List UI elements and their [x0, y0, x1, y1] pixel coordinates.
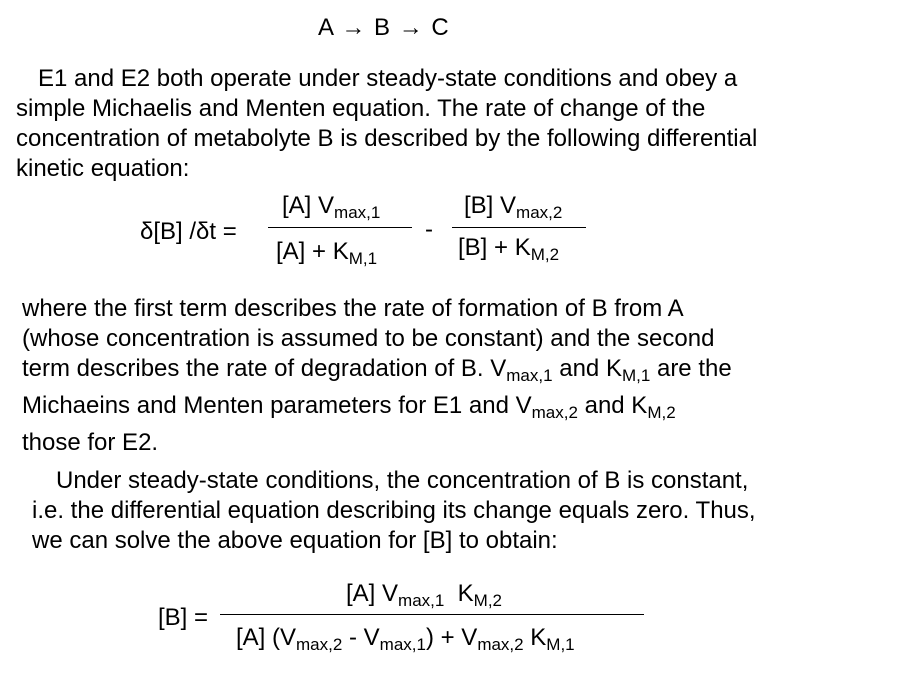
subscript: max,1	[398, 591, 445, 610]
equation-denominator	[236, 624, 575, 655]
numerator-text: [A] V	[346, 580, 399, 607]
subscript: max,2	[296, 635, 343, 654]
text-line: Under steady-state conditions, the concentration of B is constant,	[56, 467, 749, 494]
text-fragment: and K	[552, 355, 622, 382]
minus-sign: -	[425, 216, 433, 243]
subscript: M,2	[473, 591, 503, 610]
denominator-text: [A] (V	[236, 624, 297, 651]
text-line: we can solve the above equation for [B] to obtain:	[32, 527, 558, 554]
numerator-text: K	[444, 580, 474, 607]
text-line: concentration of metabolyte B is described by the following differential	[16, 125, 758, 152]
equation-denominator	[276, 238, 377, 269]
reaction-species-b: B	[374, 14, 391, 41]
text-fragment: and K	[577, 392, 648, 419]
equation-denominator	[458, 234, 559, 265]
reaction-arrow-icon: →	[341, 14, 366, 41]
text-line: where the first term describes the rate of formation of B from A	[22, 295, 684, 322]
reaction-species-c: C	[431, 14, 449, 41]
denominator-text: [B] + K	[458, 234, 531, 261]
subscript: max,2	[477, 635, 524, 654]
denominator-text: ) + V	[425, 624, 478, 651]
paragraph-intro	[16, 64, 757, 184]
equation-lhs: [B] =	[158, 604, 209, 631]
text-line: (whose concentration is assumed to be constant) and the second	[22, 325, 715, 352]
text-line	[22, 354, 732, 391]
subscript: M,1	[348, 249, 378, 268]
paragraph-explanation	[22, 294, 732, 458]
subscript: max,1	[379, 635, 426, 654]
equation-lhs: δ[B] /δt =	[140, 218, 237, 245]
text-fragment: Michaeins and Menten parameters for E1 and V	[22, 392, 532, 419]
reaction-arrow-icon: →	[398, 14, 423, 41]
subscript: max,2	[531, 403, 578, 422]
equation-numerator	[464, 192, 562, 223]
subscript: M,1	[621, 366, 651, 385]
text-line	[22, 391, 732, 428]
text-line: simple Michaelis and Menten equation. The rate of change of the	[16, 95, 706, 122]
subscript: M,1	[546, 635, 575, 654]
text-line: E1 and E2 both operate under steady-state conditions and obey a	[38, 65, 738, 92]
denominator-text: - V	[342, 624, 380, 651]
text-fragment: term describes the rate of degradation of B. V	[22, 355, 507, 382]
equation-numerator	[346, 580, 502, 611]
subscript: M,2	[530, 245, 560, 264]
fraction-bar	[452, 227, 586, 228]
denominator-text: [A] + K	[276, 238, 349, 265]
subscript: max,1	[334, 203, 381, 222]
subscript: M,2	[647, 403, 676, 422]
denominator-text: K	[523, 624, 547, 651]
subscript: max,2	[516, 203, 563, 222]
text-line: those for E2.	[22, 429, 159, 456]
fraction-bar	[220, 614, 644, 615]
numerator-text: [A] V	[282, 192, 335, 219]
equation-numerator	[282, 192, 380, 223]
reaction-species-a: A	[318, 14, 333, 41]
paragraph-steady-state	[32, 466, 756, 556]
text-line: i.e. the differential equation describing its change equals zero. Thus,	[32, 497, 756, 524]
numerator-text: [B] V	[464, 192, 517, 219]
text-line: kinetic equation:	[16, 155, 190, 182]
reaction-scheme	[318, 14, 449, 42]
subscript: max,1	[506, 366, 553, 385]
text-fragment: are the	[650, 355, 732, 382]
fraction-bar	[268, 227, 412, 228]
